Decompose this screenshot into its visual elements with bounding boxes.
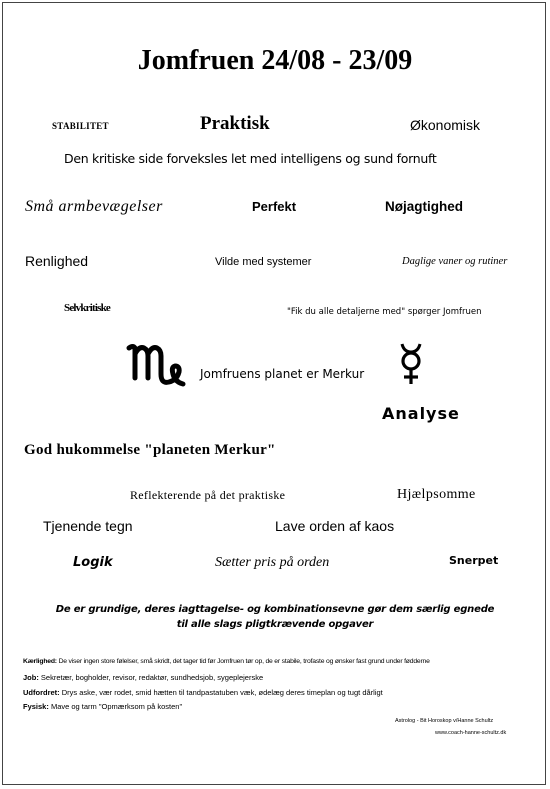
detail-text: Drys aske, vær rodet, smid hætten til tandpastatuben væk, ødelæg deres timeplan og tugt dårligt (59, 688, 383, 697)
word-vilde-systemer: Vilde med systemer (215, 256, 312, 268)
detail-job (23, 674, 263, 682)
detail-label: Job: (23, 673, 39, 682)
word-lave-orden: Lave orden af kaos (275, 518, 395, 534)
detail-kaerlighed (23, 659, 430, 666)
word-kritiske-side: Den kritiske side forveksles let med intelligens og sund fornuft (64, 151, 437, 166)
word-tjenende: Tjenende tegn (43, 518, 133, 534)
credit-line-2: www.coach-hanne-schultz.dk (435, 730, 507, 736)
credit-line-1: Astrolog - Bit Horoskop v/Hanne Schultz (395, 718, 494, 724)
detail-text: Sekretær, bogholder, revisor, redaktør, sundhedsjob, sygeplejerske (38, 673, 264, 682)
word-hjaelpsomme: Hjælpsomme (397, 487, 476, 502)
word-logik: Logik (73, 555, 113, 570)
word-planet: Jomfruens planet er Merkur (200, 367, 365, 381)
word-selvkritiske: Selvkritiske (64, 302, 111, 314)
word-snerpet: Snerpet (449, 554, 499, 567)
word-detaljerne: "Fik du alle detaljerne med" spørger Jomfruen (287, 307, 482, 317)
word-analyse: Analyse (382, 404, 460, 423)
word-stabilitet: STABILITET (52, 121, 109, 131)
detail-label: Fysisk: (23, 702, 49, 711)
word-hukommelse: God hukommelse "planeten Merkur" (24, 442, 276, 458)
summary-line-2: til alle slags pligtkrævende opgaver (176, 619, 374, 630)
word-nojagtighed: Nøjagtighed (385, 199, 463, 214)
mercury-icon (397, 342, 425, 386)
word-praktisk: Praktisk (200, 113, 270, 134)
detail-label: Udfordret: (23, 688, 60, 697)
word-reflekterende: Reflekterende på det praktiske (130, 488, 286, 502)
word-renlighed: Renlighed (25, 253, 89, 269)
word-daglige-vaner: Daglige vaner og rutiner (402, 256, 508, 267)
word-perfekt: Perfekt (252, 199, 297, 214)
virgo-icon (125, 340, 191, 388)
detail-udfordret (23, 689, 383, 697)
summary-line-1: De er grundige, deres iagttagelse- og kombinationsevne gør dem særlig egnede (55, 604, 495, 615)
detail-label: Kærlighed: (23, 658, 57, 665)
page-title: Jomfruen 24/08 - 23/09 (137, 45, 413, 76)
word-armbevaegelser: Små armbevægelser (25, 198, 163, 215)
detail-text: De viser ingen store følelser, små skridt, det tager tid før Jomfruen tør op, de er stabile, trofaste og ønsker fast grund under fødderne (56, 658, 430, 665)
word-saetter-pris: Sætter pris på orden (215, 555, 330, 570)
word-okonomisk: Økonomisk (410, 117, 481, 133)
detail-text: Mave og tarm "Opmærksom på kosten" (48, 702, 183, 711)
detail-fysisk (23, 703, 182, 711)
